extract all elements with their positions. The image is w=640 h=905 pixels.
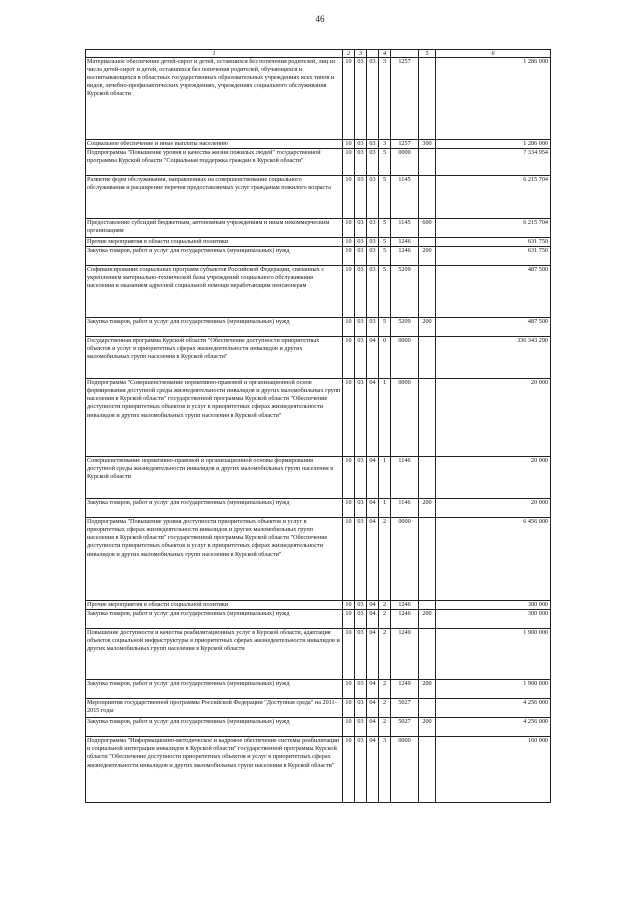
table-row [86, 58, 551, 140]
code-subprogram: 5 [379, 149, 391, 176]
code-subprogram: 5 [379, 219, 391, 238]
row-name: Подпрограмма "Повышение уровня доступности приоритетных объектов и услуг в приоритетных сферах жизнедеятельности инвалидов и других маломобильных групп населения в Курской области" государственной программы Курской области "Обеспечение доступности приоритетных объектов и услуг в приоритетных сферах жизнедеятельности инвалидов и других маломобильных групп населения в Курской области" [86, 518, 343, 601]
code-subprogram: 2 [379, 610, 391, 629]
code-program: 03 [367, 140, 379, 149]
code-subsection: 03 [355, 140, 367, 149]
code-subprogram: 1 [379, 457, 391, 499]
code-subsection: 03 [355, 379, 367, 457]
code-program: 04 [367, 699, 379, 718]
code-expense-type [419, 337, 436, 379]
code-subsection: 03 [355, 499, 367, 518]
row-amount: 20 000 [436, 457, 551, 499]
row-name: Закупка товаров, работ и услуг для государственных (муниципальных) нужд [86, 718, 343, 737]
code-section: 10 [343, 219, 355, 238]
row-amount: 1 286 000 [436, 58, 551, 140]
code-subprogram: 2 [379, 718, 391, 737]
code-section: 10 [343, 140, 355, 149]
code-program: 03 [367, 58, 379, 140]
code-subsection: 03 [355, 318, 367, 337]
table-row [86, 629, 551, 680]
code-expense-type: 200 [419, 680, 436, 699]
col-header-1: 1 [86, 50, 343, 58]
row-amount: 6 215 704 [436, 219, 551, 238]
row-name: Совершенствование нормативно-правовой и организационной основы формирования доступной среды жизнедеятельности инвалидов и других маломобильных групп населения в Курской области [86, 457, 343, 499]
row-amount: 1 286 000 [436, 140, 551, 149]
code-subsection: 03 [355, 238, 367, 247]
code-program: 04 [367, 601, 379, 610]
code-program: 04 [367, 610, 379, 629]
row-amount: 6 456 000 [436, 518, 551, 601]
code-subsection: 03 [355, 58, 367, 140]
code-expense-type [419, 58, 436, 140]
code-section: 10 [343, 176, 355, 219]
table-body [86, 58, 551, 803]
code-section: 10 [343, 238, 355, 247]
code-section: 10 [343, 699, 355, 718]
table-row [86, 518, 551, 601]
code-subsection: 03 [355, 699, 367, 718]
code-expense-type: 300 [419, 140, 436, 149]
col-header-3: 3 [355, 50, 367, 58]
code-subsection: 03 [355, 247, 367, 266]
table-row [86, 499, 551, 518]
table-row [86, 140, 551, 149]
row-name: Повышение доступности и качества реабилитационных услуг в Курской области, адаптация объектов социальной инфраструктуры в приоритетных сферах жизнедеятельности инвалидов и других маломобильных групп населения в Курской области [86, 629, 343, 680]
code-program: 04 [367, 737, 379, 803]
row-amount: 4 256 000 [436, 718, 551, 737]
code-subsection: 03 [355, 629, 367, 680]
code-item: 1249 [391, 629, 419, 680]
code-subsection: 03 [355, 149, 367, 176]
row-amount: 300 000 [436, 610, 551, 629]
row-name: Прочие мероприятия в области социальной политики [86, 601, 343, 610]
code-subsection: 03 [355, 737, 367, 803]
code-subprogram: 2 [379, 680, 391, 699]
code-program: 03 [367, 238, 379, 247]
table-row [86, 718, 551, 737]
code-section: 10 [343, 518, 355, 601]
table-row [86, 737, 551, 803]
table-row [86, 238, 551, 247]
code-item: 5209 [391, 318, 419, 337]
row-amount: 1 900 000 [436, 680, 551, 699]
row-amount: 631 750 [436, 247, 551, 266]
code-subsection: 03 [355, 601, 367, 610]
row-name: Государственная программа Курской области "Обеспечение доступности приоритетных объектов и услуг в приоритетных сферах жизнедеятельности инвалидов и других маломобильных групп населения в Курской области" [86, 337, 343, 379]
code-program: 04 [367, 718, 379, 737]
code-program: 03 [367, 149, 379, 176]
code-item: 5027 [391, 699, 419, 718]
code-section: 10 [343, 629, 355, 680]
row-amount: 6 215 704 [436, 176, 551, 219]
code-section: 10 [343, 499, 355, 518]
row-name: Мероприятия государственной программы Российской Федерации "Доступная среда" на 2011-2015 годы [86, 699, 343, 718]
code-subprogram: 5 [379, 266, 391, 318]
row-name: Закупка товаров, работ и услуг для государственных (муниципальных) нужд [86, 247, 343, 266]
code-subsection: 03 [355, 337, 367, 379]
row-name: Предоставление субсидий бюджетным, автономным учреждениям и иным некоммерческим организациям [86, 219, 343, 238]
code-program: 03 [367, 176, 379, 219]
code-item: 5027 [391, 718, 419, 737]
row-name: Закупка товаров, работ и услуг для государственных (муниципальных) нужд [86, 680, 343, 699]
row-amount: 160 000 [436, 737, 551, 803]
code-subprogram: 2 [379, 629, 391, 680]
row-name: Подпрограмма "Совершенствование нормативно-правовой и организационной основ формирования доступной среды жизнедеятельности инвалидов и других маломобильных групп населения в Курской области" государственной программы Курской области "Обеспечение доступности приоритетных объектов и услуг в приоритетных сферах жизнедеятельности инвалидов и других маломобильных групп населения в Курской области" [86, 379, 343, 457]
table-row [86, 379, 551, 457]
code-program: 04 [367, 379, 379, 457]
code-expense-type: 200 [419, 318, 436, 337]
code-section: 10 [343, 718, 355, 737]
code-section: 10 [343, 737, 355, 803]
code-subsection: 03 [355, 266, 367, 318]
code-subprogram: 5 [379, 176, 391, 219]
code-subprogram: 1 [379, 379, 391, 457]
code-expense-type [419, 379, 436, 457]
table-row [86, 699, 551, 718]
code-subprogram: 3 [379, 140, 391, 149]
code-program: 03 [367, 266, 379, 318]
code-section: 10 [343, 680, 355, 699]
code-section: 10 [343, 318, 355, 337]
code-subprogram: 3 [379, 737, 391, 803]
table-row [86, 318, 551, 337]
table-row [86, 149, 551, 176]
budget-table [85, 49, 551, 803]
code-section: 10 [343, 58, 355, 140]
col-header-4: 4 [379, 50, 391, 58]
col-header-blank-2 [391, 50, 419, 58]
code-item: 1257 [391, 58, 419, 140]
row-amount: 487 500 [436, 266, 551, 318]
code-item: 1246 [391, 610, 419, 629]
row-amount: 4 256 000 [436, 699, 551, 718]
code-subprogram: 2 [379, 518, 391, 601]
row-amount: 7 334 954 [436, 149, 551, 176]
code-program: 03 [367, 219, 379, 238]
code-item: 1246 [391, 601, 419, 610]
table-row [86, 337, 551, 379]
code-subsection: 03 [355, 680, 367, 699]
code-expense-type: 200 [419, 247, 436, 266]
code-item: 0000 [391, 379, 419, 457]
row-amount: 487 500 [436, 318, 551, 337]
code-expense-type [419, 176, 436, 219]
code-subsection: 03 [355, 457, 367, 499]
code-item: 0000 [391, 337, 419, 379]
table-row [86, 457, 551, 499]
row-name: Закупка товаров, работ и услуг для государственных (муниципальных) нужд [86, 499, 343, 518]
code-subprogram: 2 [379, 601, 391, 610]
col-header-blank [367, 50, 379, 58]
code-program: 03 [367, 318, 379, 337]
code-section: 10 [343, 266, 355, 318]
code-expense-type [419, 266, 436, 318]
code-section: 10 [343, 457, 355, 499]
code-subsection: 03 [355, 176, 367, 219]
code-subprogram: 1 [379, 499, 391, 518]
code-subprogram: 5 [379, 247, 391, 266]
code-item: 1146 [391, 457, 419, 499]
row-amount: 336 343 290 [436, 337, 551, 379]
row-name: Подпрограмма "Информационно-методическое и кадровое обеспечение системы реабилитации и социальной интеграции инвалидов в Курской области" государственной программы Курской области "Обеспечение доступности приоритетных объектов и услуг в приоритетных сферах жизнедеятельности инвалидов и других маломобильных групп населения в Курской области" [86, 737, 343, 803]
row-name: Социальное обеспечение и иные выплаты населению [86, 140, 343, 149]
table-row [86, 601, 551, 610]
table-row [86, 247, 551, 266]
code-subprogram: 0 [379, 337, 391, 379]
row-name: Софинансирование социальных программ субъектов Российской Федерации, связанных с укреплением материально-технической базы учреждений социального обслуживания населения и оказанием адресной социальной помощи неработающим пенсионерам [86, 266, 343, 318]
code-expense-type: 200 [419, 499, 436, 518]
column-header-row [86, 50, 551, 58]
code-program: 04 [367, 499, 379, 518]
code-item: 1257 [391, 140, 419, 149]
row-name: Закупка товаров, работ и услуг для государственных (муниципальных) нужд [86, 318, 343, 337]
code-section: 10 [343, 337, 355, 379]
code-expense-type [419, 238, 436, 247]
col-header-6: 6 [436, 50, 551, 58]
code-section: 10 [343, 149, 355, 176]
row-amount: 20 000 [436, 499, 551, 518]
row-name: Развитие форм обслуживания, направленных на совершенствование социального обслуживания и расширение перечня предоставляемых услуг гражданам пожилого возраста [86, 176, 343, 219]
code-program: 04 [367, 680, 379, 699]
code-program: 04 [367, 629, 379, 680]
code-item: 1145 [391, 219, 419, 238]
code-subprogram: 5 [379, 238, 391, 247]
row-name: Подпрограмма "Повышение уровня и качества жизни пожилых людей" государственной программы Курской области "Социальная поддержка граждан в Курской области" [86, 149, 343, 176]
row-amount: 1 900 000 [436, 629, 551, 680]
col-header-5: 5 [419, 50, 436, 58]
code-item: 1249 [391, 680, 419, 699]
code-subprogram: 2 [379, 699, 391, 718]
row-amount: 20 000 [436, 379, 551, 457]
code-expense-type [419, 149, 436, 176]
code-program: 04 [367, 457, 379, 499]
code-expense-type [419, 737, 436, 803]
code-expense-type [419, 629, 436, 680]
code-program: 04 [367, 518, 379, 601]
table-row [86, 680, 551, 699]
row-name: Прочие мероприятия в области социальной политики [86, 238, 343, 247]
code-expense-type [419, 601, 436, 610]
code-expense-type [419, 699, 436, 718]
col-header-2: 2 [343, 50, 355, 58]
page-number: 46 [315, 14, 325, 24]
code-program: 03 [367, 247, 379, 266]
code-section: 10 [343, 247, 355, 266]
code-subprogram: 5 [379, 318, 391, 337]
code-section: 10 [343, 610, 355, 629]
code-subsection: 03 [355, 718, 367, 737]
table-row [86, 266, 551, 318]
row-name: Материальное обеспечение детей-сирот и детей, оставшихся без попечения родителей, лиц из числа детей-сирот и детей, оставшихся без попечения родителей, обучающихся и воспитывающихся в областных государственных образовательных учреждениях всех типов и видов, лечебно-профилактических учреждениях, учреждениях социального обслуживания Курской области [86, 58, 343, 140]
table-row [86, 219, 551, 238]
row-name: Закупка товаров, работ и услуг для государственных (муниципальных) нужд [86, 610, 343, 629]
code-subsection: 03 [355, 219, 367, 238]
code-expense-type: 200 [419, 718, 436, 737]
code-expense-type: 200 [419, 610, 436, 629]
code-item: 5209 [391, 266, 419, 318]
code-item: 1246 [391, 238, 419, 247]
code-item: 1145 [391, 176, 419, 219]
table-row [86, 176, 551, 219]
code-section: 10 [343, 379, 355, 457]
code-item: 0000 [391, 737, 419, 803]
code-subsection: 03 [355, 518, 367, 601]
row-amount: 631 750 [436, 238, 551, 247]
code-subsection: 03 [355, 610, 367, 629]
row-amount: 300 000 [436, 601, 551, 610]
table-row [86, 610, 551, 629]
code-item: 1146 [391, 499, 419, 518]
code-section: 10 [343, 601, 355, 610]
code-item: 0000 [391, 149, 419, 176]
code-subprogram: 3 [379, 58, 391, 140]
code-program: 04 [367, 337, 379, 379]
code-item: 0000 [391, 518, 419, 601]
code-item: 1246 [391, 247, 419, 266]
code-expense-type: 600 [419, 219, 436, 238]
code-expense-type [419, 518, 436, 601]
code-expense-type [419, 457, 436, 499]
